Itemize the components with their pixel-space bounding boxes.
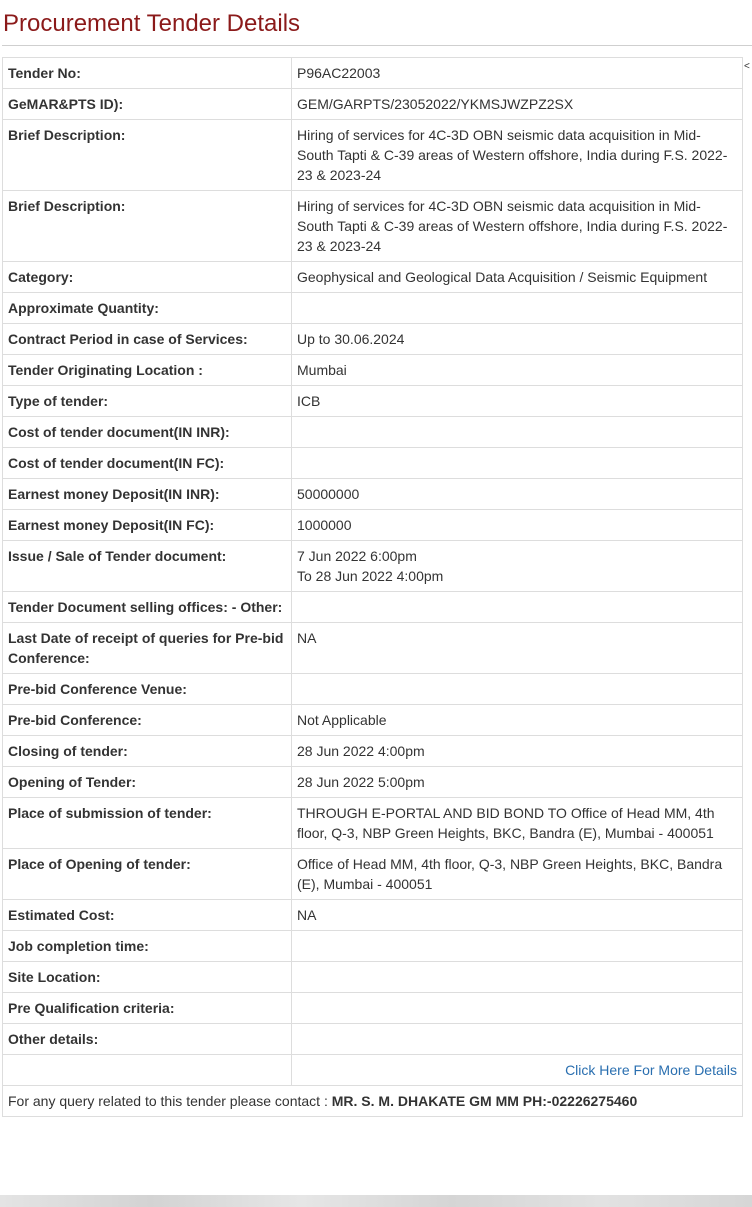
row-value: 50000000 — [292, 479, 743, 510]
row-value: GEM/GARPTS/23052022/YKMSJWZPZ2SX — [292, 89, 743, 120]
row-value — [292, 541, 743, 592]
row-label: Brief Description: — [3, 191, 292, 262]
row-label: Job completion time: — [3, 931, 292, 962]
row-value: Mumbai — [292, 355, 743, 386]
table-row — [3, 386, 743, 417]
table-row — [3, 592, 743, 623]
table-row — [3, 993, 743, 1024]
table-row — [3, 541, 743, 592]
row-label: Pre-bid Conference Venue: — [3, 674, 292, 705]
row-value: 28 Jun 2022 4:00pm — [292, 736, 743, 767]
row-label: Cost of tender document(IN FC): — [3, 448, 292, 479]
row-label: Closing of tender: — [3, 736, 292, 767]
table-row — [3, 623, 743, 674]
row-label: Cost of tender document(IN INR): — [3, 417, 292, 448]
contact-info — [3, 1086, 743, 1117]
more-details-cell — [292, 1055, 743, 1086]
row-label: Place of submission of tender: — [3, 798, 292, 849]
row-value — [292, 993, 743, 1024]
footer-bar — [0, 1195, 752, 1207]
row-value — [292, 962, 743, 993]
row-label: Pre-bid Conference: — [3, 705, 292, 736]
table-row — [3, 448, 743, 479]
row-value: 28 Jun 2022 5:00pm — [292, 767, 743, 798]
table-row — [3, 798, 743, 849]
table-row — [3, 931, 743, 962]
row-value — [292, 1024, 743, 1055]
row-label: Brief Description: — [3, 120, 292, 191]
table-row — [3, 705, 743, 736]
row-value — [292, 417, 743, 448]
row-label: Tender No: — [3, 58, 292, 89]
row-value: P96AC22003 — [292, 58, 743, 89]
row-label: Issue / Sale of Tender document: — [3, 541, 292, 592]
row-value: NA — [292, 900, 743, 931]
row-label: Place of Opening of tender: — [3, 849, 292, 900]
contact-name: MR. S. M. DHAKATE GM MM PH:-02226275460 — [331, 1093, 638, 1109]
row-label: Type of tender: — [3, 386, 292, 417]
table-row — [3, 849, 743, 900]
table-row — [3, 736, 743, 767]
title-divider — [2, 45, 752, 46]
contact-prefix: For any query related to this tender please contact : — [8, 1093, 332, 1109]
row-label: Other details: — [3, 1024, 292, 1055]
row-value — [292, 293, 743, 324]
row-label: Tender Document selling offices: - Other: — [3, 592, 292, 623]
row-label: Earnest money Deposit(IN INR): — [3, 479, 292, 510]
row-label: Earnest money Deposit(IN FC): — [3, 510, 292, 541]
row-value: Hiring of services for 4C-3D OBN seismic data acquisition in Mid-South Tapti & C-39 areas of Western offshore, India during F.S. 2022-23 & 2023-24 — [292, 191, 743, 262]
table-row — [3, 120, 743, 191]
row-value: Office of Head MM, 4th floor, Q-3, NBP Green Heights, BKC, Bandra (E), Mumbai - 400051 — [292, 849, 743, 900]
table-row — [3, 324, 743, 355]
page-title: Procurement Tender Details — [3, 10, 301, 37]
row-label: Category: — [3, 262, 292, 293]
table-row — [3, 510, 743, 541]
table-row — [3, 767, 743, 798]
issue-end-date: To 28 Jun 2022 4:00pm — [297, 568, 444, 584]
table-row — [3, 479, 743, 510]
table-row — [3, 674, 743, 705]
row-value: NA — [292, 623, 743, 674]
tender-details-table — [2, 57, 743, 1117]
row-value — [292, 931, 743, 962]
row-label: GeMAR&PTS ID): — [3, 89, 292, 120]
row-label: Pre Qualification criteria: — [3, 993, 292, 1024]
table-row — [3, 962, 743, 993]
row-label: Contract Period in case of Services: — [3, 324, 292, 355]
table-row — [3, 417, 743, 448]
row-label: Last Date of receipt of queries for Pre-bid Conference: — [3, 623, 292, 674]
row-value: Geophysical and Geological Data Acquisition / Seismic Equipment — [292, 262, 743, 293]
more-details-row — [3, 1055, 743, 1086]
collapse-arrow-icon[interactable]: < — [744, 61, 750, 72]
row-label: Site Location: — [3, 962, 292, 993]
more-details-link[interactable]: Click Here For More Details — [565, 1062, 737, 1078]
row-value: Not Applicable — [292, 705, 743, 736]
row-value — [292, 674, 743, 705]
table-row — [3, 58, 743, 89]
row-label: Estimated Cost: — [3, 900, 292, 931]
row-value: THROUGH E-PORTAL AND BID BOND TO Office of Head MM, 4th floor, Q-3, NBP Green Heights, BKC, Bandra (E), Mumbai - 400051 — [292, 798, 743, 849]
table-row — [3, 262, 743, 293]
row-value: Up to 30.06.2024 — [292, 324, 743, 355]
contact-row — [3, 1086, 743, 1117]
table-row — [3, 293, 743, 324]
row-value — [292, 592, 743, 623]
table-row — [3, 900, 743, 931]
table-row — [3, 191, 743, 262]
issue-start-date: 7 Jun 2022 6:00pm — [297, 548, 417, 564]
empty-cell — [3, 1055, 292, 1086]
row-value: ICB — [292, 386, 743, 417]
row-label: Approximate Quantity: — [3, 293, 292, 324]
table-row — [3, 355, 743, 386]
row-label: Tender Originating Location : — [3, 355, 292, 386]
row-value: Hiring of services for 4C-3D OBN seismic data acquisition in Mid-South Tapti & C-39 areas of Western offshore, India during F.S. 2022-23 & 2023-24 — [292, 120, 743, 191]
row-label: Opening of Tender: — [3, 767, 292, 798]
row-value — [292, 448, 743, 479]
row-value: 1000000 — [292, 510, 743, 541]
table-row — [3, 1024, 743, 1055]
table-row — [3, 89, 743, 120]
